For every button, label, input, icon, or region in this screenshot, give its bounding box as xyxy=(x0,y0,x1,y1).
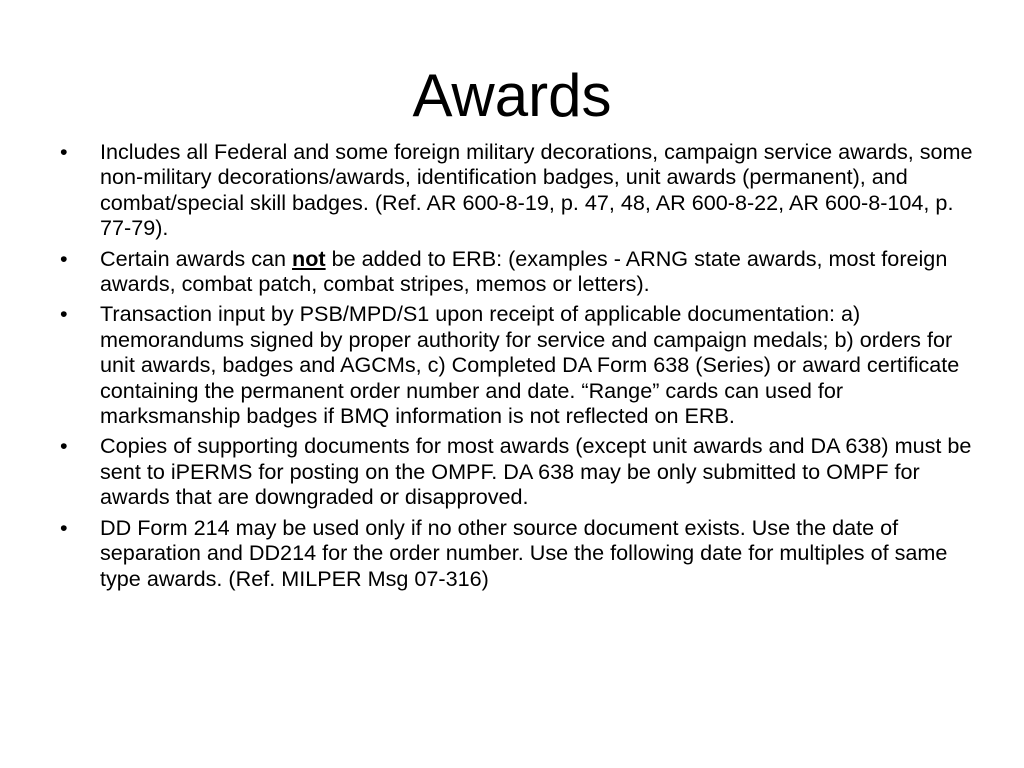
bullet-text: Copies of supporting documents for most awards (except unit awards and DA 638) must be sent to iPERMS for posting on the OMPF. DA 638 may be only submitted to OMPF for awards that are downgraded or disapproved. xyxy=(100,433,972,510)
bullet-list xyxy=(56,139,976,596)
bullet-text-before: Certain awards can xyxy=(100,245,293,271)
bullet-marker: • xyxy=(60,514,68,540)
bullet-item-dd-form-214 xyxy=(56,515,976,591)
bullet-item-supporting-documents xyxy=(56,433,976,509)
bullet-item-excluded-awards xyxy=(56,246,976,297)
bullet-text: Includes all Federal and some foreign military decorations, campaign service awards, some non-military decorations/awards, identification badges, unit awards (permanent), and combat/special skill badges. (Ref. AR 600-8-19, p. 47, 48, AR 600-8-22, AR 600-8-104, p. 77-79). xyxy=(100,139,973,241)
slide-title: Awards xyxy=(412,62,612,129)
bullet-marker: • xyxy=(60,139,68,164)
bullet-marker: • xyxy=(60,433,68,459)
bullet-marker: • xyxy=(60,245,68,271)
bullet-text-after: be added to ERB: (examples - ARNG state awards, most foreign awards, combat patch, combat stripes, memos or letters). xyxy=(100,245,948,297)
emphasis-not: not xyxy=(292,245,326,271)
bullet-text: Transaction input by PSB/MPD/S1 upon receipt of applicable documentation: a) memorandums signed by proper authority for service and campaign medals; b) orders for unit awards, badges and AGCMs, c) Completed DA Form 638 (Series) or award certificate containing the permanent order number and date. “Range” cards can used for marksmanship badges if BMQ information is not reflected on ERB. xyxy=(100,301,960,429)
bullet-marker: • xyxy=(60,301,68,327)
bullet-item-federal-decorations xyxy=(56,139,976,241)
bullet-text: DD Form 214 may be used only if no other source document exists. Use the date of separation and DD214 for the order number. Use the following date for multiples of same type awards. (Ref. MILPER Msg 07-316) xyxy=(100,514,948,591)
bullet-item-transaction-input xyxy=(56,301,976,428)
